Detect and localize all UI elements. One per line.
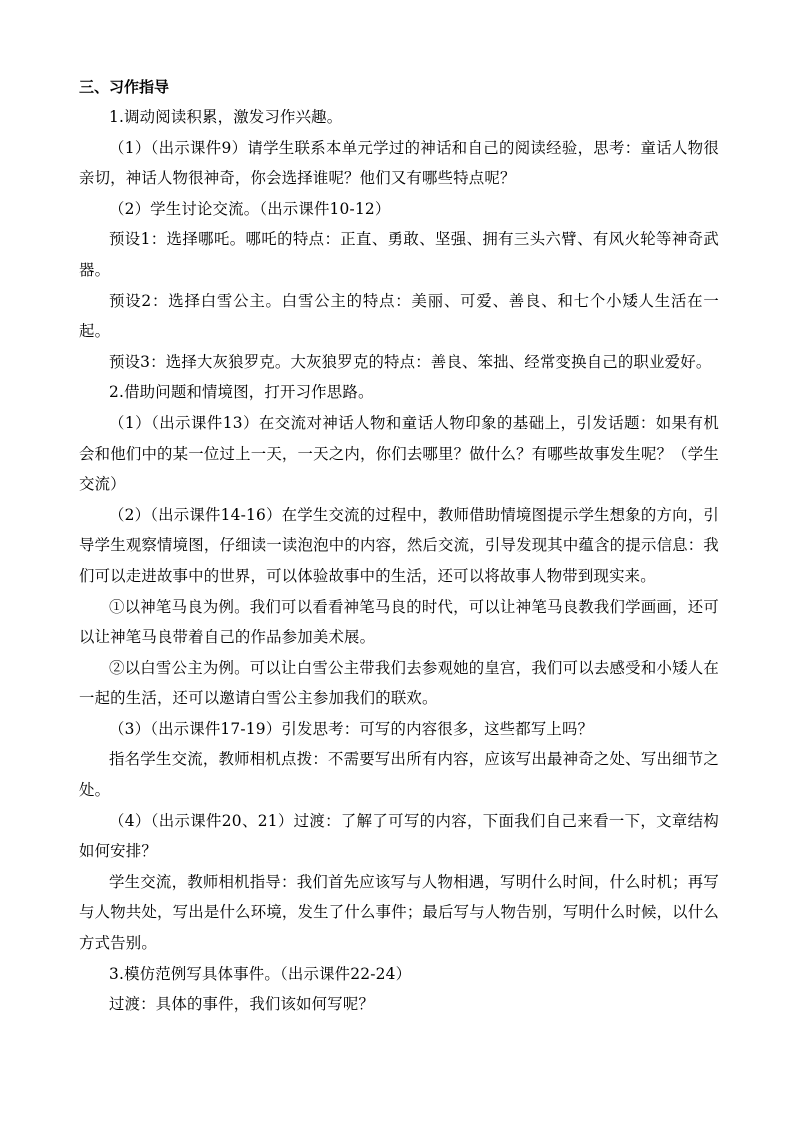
paragraph-7: 2.借助问题和情境图，打开习作思路。 <box>109 383 374 402</box>
paragraph-8: （1）（出示课件13）在交流对神话人物和童话人物印象的基础上，引发话题：如果有机会和他们中的某一位过上一天，一天之内，你们去哪里？做什么？有哪些故事发生呢？（学生交流） <box>79 413 719 494</box>
paragraph-17: 过渡：具体的事件，我们该如何写呢？ <box>109 995 375 1014</box>
paragraph-11: ②以白雪公主为例。可以让白雪公主带我们去参观她的皇宫，我们可以去感受和小矮人在一起的生活，还可以邀请白雪公主参加我们的联欢。 <box>79 658 719 708</box>
section-heading: 三、习作指导 <box>79 78 170 96</box>
paragraph-12: （3）（出示课件17-19）引发思考：可写的内容很多，这些都写上吗？ <box>109 719 594 738</box>
paragraph-15: 学生交流，教师相机指导：我们首先应该写与人物相遇，写明什么时间，什么时机；再写与人物共处，写出是什么环境，发生了什么事件；最后写与人物告别，写明什么时候，以什么方式告别。 <box>79 872 719 953</box>
paragraph-13: 指名学生交流，教师相机点拨：不需要写出所有内容，应该写出最神奇之处、写出细节之处。 <box>79 750 719 800</box>
paragraph-5: 预设2：选择白雪公主。白雪公主的特点：美丽、可爱、善良、和七个小矮人生活在一起。 <box>79 291 719 341</box>
paragraph-6: 预设3：选择大灰狼罗克。大灰狼罗克的特点：善良、笨拙、经常变换自己的职业爱好。 <box>109 352 712 371</box>
paragraph-14: （4）（出示课件20、21）过渡：了解了可写的内容，下面我们自己来看一下，文章结构如何安排？ <box>79 811 719 861</box>
paragraph-10: ①以神笔马良为例。我们可以看看神笔马良的时代，可以让神笔马良教我们学画画，还可以让神笔马良带着自己的作品参加美术展。 <box>79 597 719 647</box>
paragraph-4: 预设1：选择哪吒。哪吒的特点：正直、勇敢、坚强、拥有三头六臂、有风火轮等神奇武器。 <box>79 230 719 279</box>
paragraph-3: （2）学生讨论交流。（出示课件10-12） <box>109 199 391 218</box>
paragraph-2: （1）（出示课件9）请学生联系本单元学过的神话和自己的阅读经验，思考：童话人物很亲切，神话人物很神奇，你会选择谁呢？他们又有哪些特点呢？ <box>79 138 719 188</box>
document-body <box>79 72 719 1020</box>
paragraph-16: 3.模仿范例写具体事件。（出示课件22-24） <box>109 964 412 983</box>
paragraph-9: （2）（出示课件14-16）在学生交流的过程中，教师借助情境图提示学生想象的方向，引导学生观察情境图，仔细读一读泡泡中的内容，然后交流，引导发现其中蕴含的提示信息：我们可以走进故事中的世界，可以体验故事中的生活，还可以将故事人物带到现实来。 <box>79 505 719 585</box>
paragraph-1: 1.调动阅读积累，激发习作兴趣。 <box>109 108 343 126</box>
